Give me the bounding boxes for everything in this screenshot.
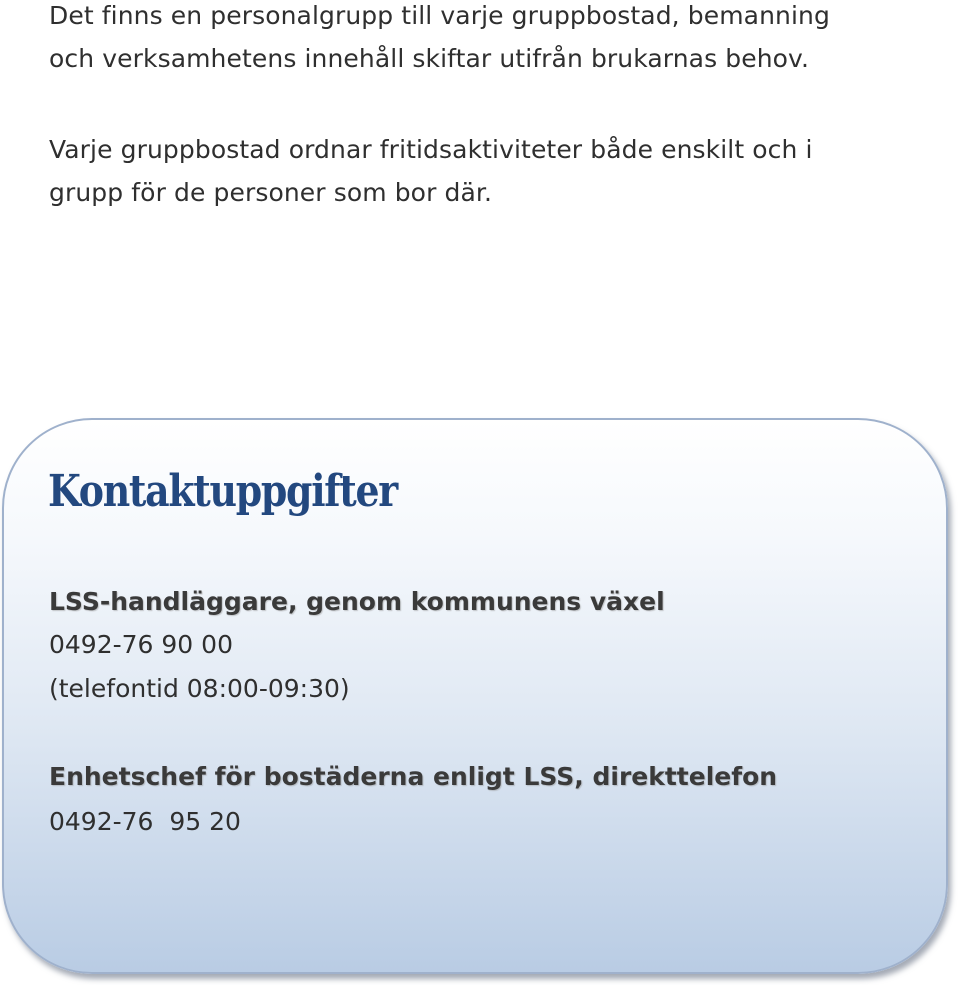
intro-paragraph-line: grupp för de personer som bor där.	[49, 178, 493, 207]
handlaggare-label: LSS-handläggare, genom kommunens växel	[49, 587, 665, 616]
enhetschef-label: Enhetschef för bostäderna enligt LSS, direkttelefon	[49, 762, 778, 791]
contact-title: Kontaktuppgifter	[48, 466, 397, 517]
intro-paragraph-line: Det finns en personalgrupp till varje gruppbostad, bemanning	[49, 1, 830, 30]
intro-paragraph-activities	[49, 128, 813, 214]
direct-phone: 0492-76 95 20	[49, 807, 241, 836]
phone-hours: (telefontid 08:00-09:30)	[49, 674, 350, 703]
switchboard-phone: 0492-76 90 00	[49, 630, 233, 659]
intro-paragraph-line: Varje gruppbostad ordnar fritidsaktiviteter både enskilt och i	[49, 135, 813, 164]
intro-paragraph-line: och verksamhetens innehåll skiftar utifrån brukarnas behov.	[49, 44, 810, 73]
intro-paragraph-staffing	[49, 0, 830, 80]
